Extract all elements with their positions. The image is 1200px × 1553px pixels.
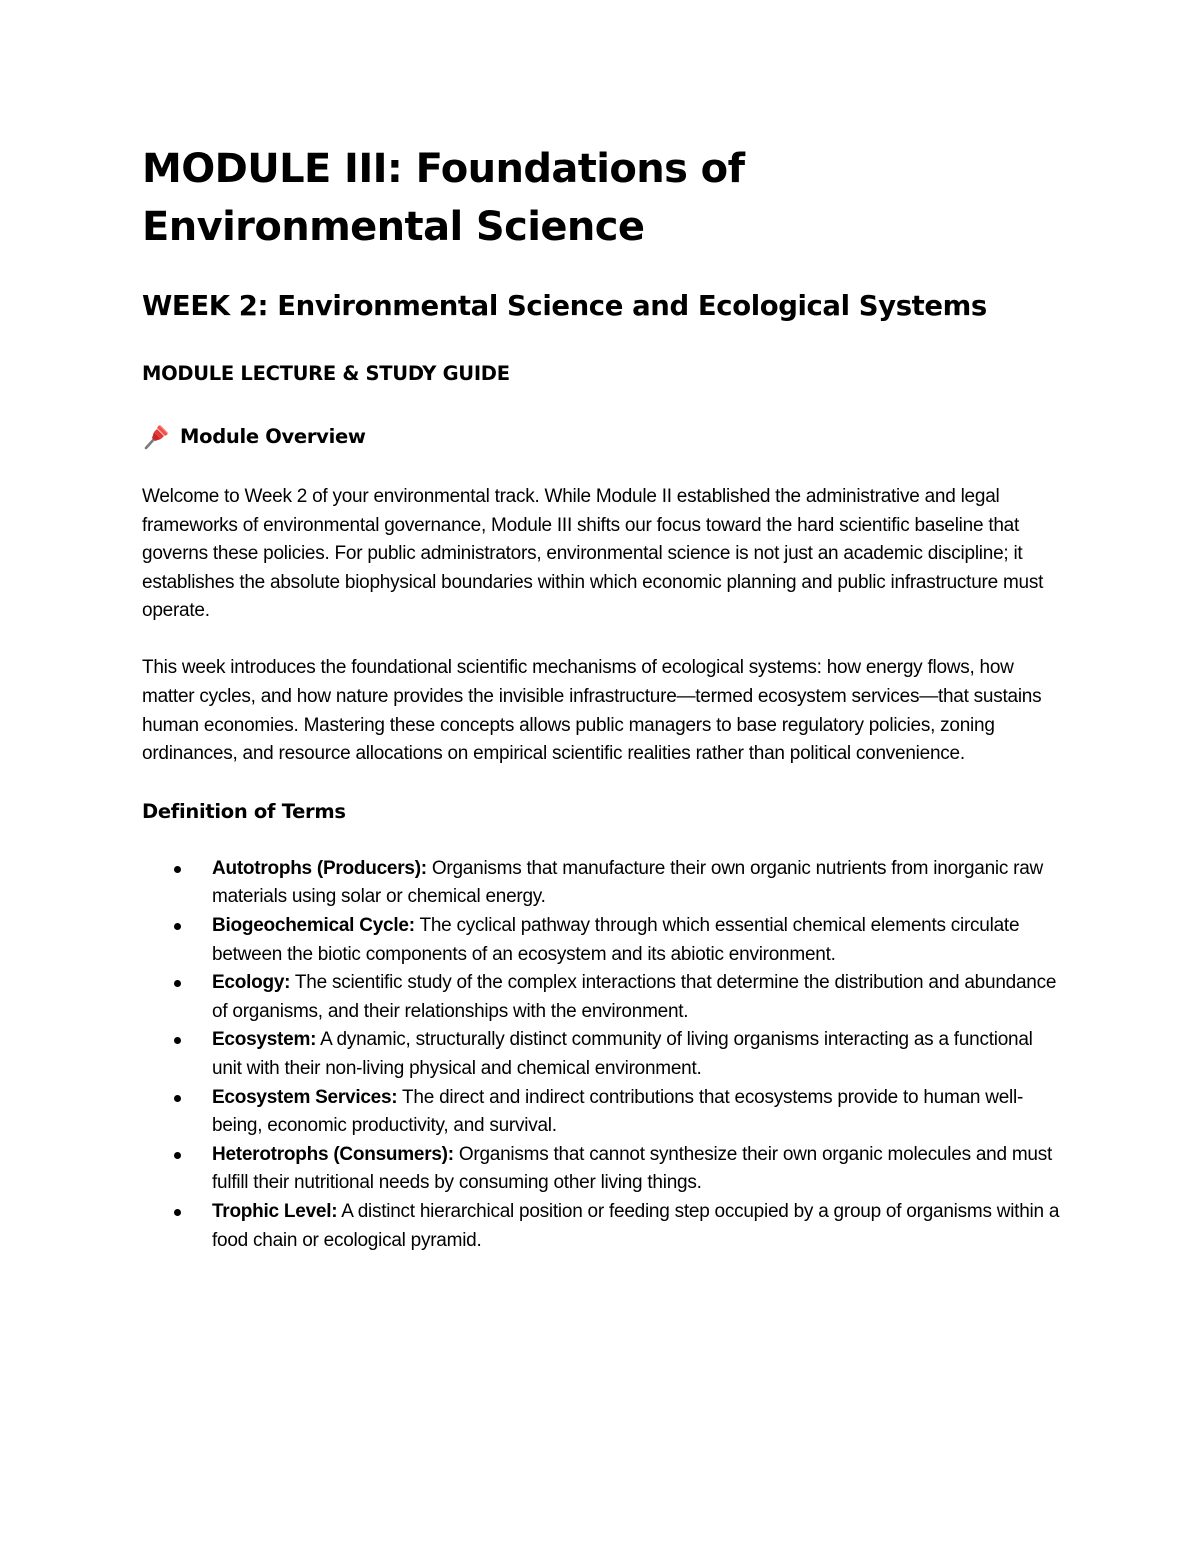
definition-item bbox=[142, 855, 1062, 912]
pushpin-icon bbox=[142, 423, 172, 451]
bullet-icon bbox=[174, 1095, 181, 1102]
definitions-heading: Definition of Terms bbox=[142, 799, 346, 823]
term-name: Ecosystem Services: bbox=[212, 1086, 398, 1108]
overview-paragraph: Welcome to Week 2 of your environmental track. While Module II established the administrative and legal frameworks of environmental governance, Module III shifts our focus toward the hard scientific baseline that governs these policies. For public administrators, environmental science is not just an academic discipline; it establishes the absolute biophysical boundaries within which economic planning and public infrastructure must operate. bbox=[142, 486, 1044, 622]
term-definition: A distinct hierarchical position or feeding step occupied by a group of organisms within a food chain or ecological pyramid. bbox=[212, 1200, 1060, 1251]
term-definition: The scientific study of the complex interactions that determine the distribution and abundance of organisms, and their relationships with the environment. bbox=[212, 972, 1057, 1022]
definitions-list bbox=[142, 855, 1062, 1255]
overview-heading bbox=[142, 423, 1062, 451]
definition-item bbox=[142, 1141, 1062, 1198]
document-content bbox=[142, 140, 1062, 1255]
bullet-icon bbox=[174, 1209, 181, 1216]
module-title: MODULE III: Foundations of Environmental Science bbox=[142, 146, 745, 250]
definition-item bbox=[142, 1084, 1062, 1141]
bullet-icon bbox=[174, 980, 181, 987]
term-definition: Organisms that manufacture their own organic nutrients from inorganic raw materials using solar or chemical energy. bbox=[212, 857, 1044, 908]
definition-item bbox=[142, 1198, 1062, 1255]
definition-item bbox=[142, 969, 1062, 1026]
bullet-icon bbox=[174, 1037, 181, 1044]
term-definition: The cyclical pathway through which essential chemical elements circulate between the biotic components of an ecosystem and its abiotic environment. bbox=[212, 915, 1020, 965]
term-name: Biogeochemical Cycle: bbox=[212, 915, 415, 937]
term-definition: The direct and indirect contributions that ecosystems provide to human well-being, economic productivity, and survival. bbox=[212, 1086, 1024, 1137]
term-name: Autotrophs (Producers): bbox=[212, 857, 427, 879]
week-title: WEEK 2: Environmental Science and Ecological Systems bbox=[142, 290, 987, 322]
bullet-icon bbox=[174, 1152, 181, 1159]
overview-paragraph: This week introduces the foundational scientific mechanisms of ecological systems: how energy flows, how matter cycles, and how nature provides the invisible infrastructure—termed ecosystem services—that sustains human economies. Mastering these concepts allows public managers to base regulatory policies, zoning ordinances, and resource allocations on empirical scientific realities rather than political convenience. bbox=[142, 657, 1042, 765]
term-name: Heterotrophs (Consumers): bbox=[212, 1143, 454, 1165]
overview-heading-label: Module Overview bbox=[180, 425, 366, 448]
guide-title: MODULE LECTURE & STUDY GUIDE bbox=[142, 362, 510, 385]
bullet-icon bbox=[174, 866, 181, 873]
term-name: Ecology: bbox=[212, 972, 291, 994]
definition-item bbox=[142, 1026, 1062, 1083]
term-definition: A dynamic, structurally distinct community of living organisms interacting as a functional unit with their non-living physical and chemical environment. bbox=[212, 1029, 1033, 1079]
term-name: Ecosystem: bbox=[212, 1029, 317, 1051]
term-name: Trophic Level: bbox=[212, 1200, 338, 1222]
definition-item bbox=[142, 912, 1062, 969]
term-definition: Organisms that cannot synthesize their own organic molecules and must fulfill their nutritional needs by consuming other living things. bbox=[212, 1143, 1053, 1194]
bullet-icon bbox=[174, 923, 181, 930]
